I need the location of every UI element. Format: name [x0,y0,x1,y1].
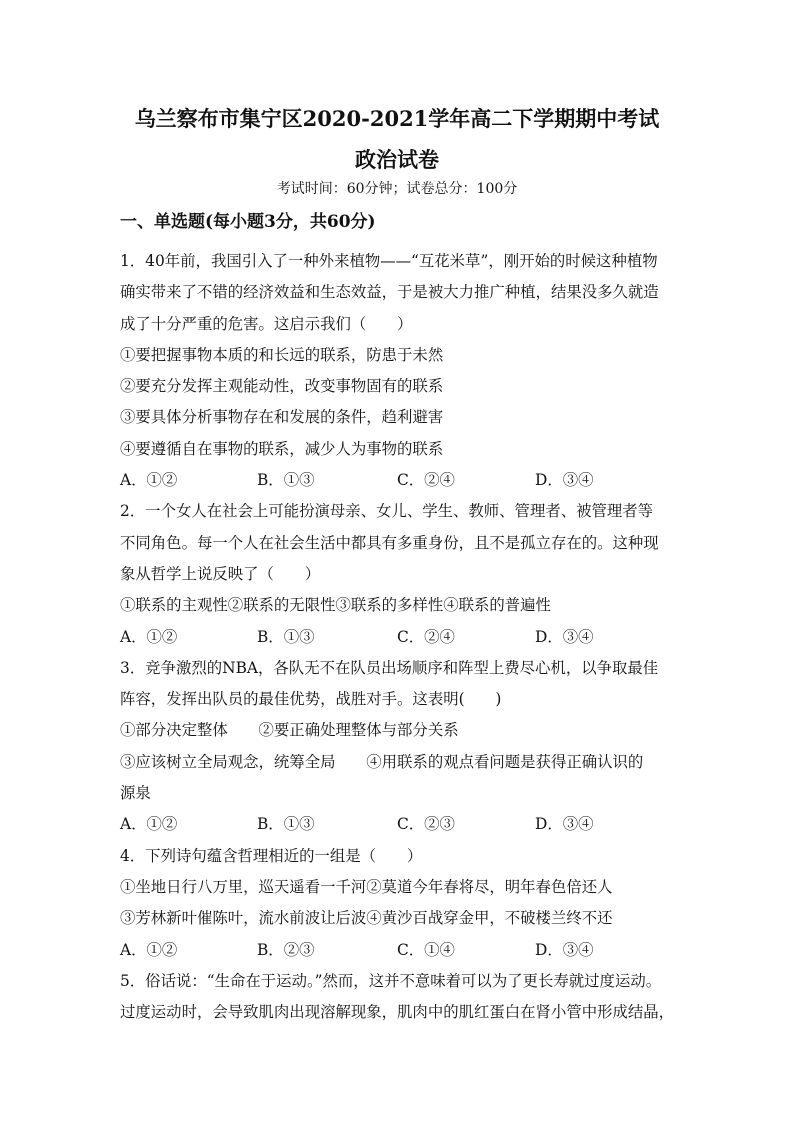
question-4 [120,841,676,966]
statement: ③芳林新叶催陈叶，流水前波让后波④黄沙百战穿金甲，不破楼兰终不还 [120,909,613,928]
statement: 源泉 [120,784,151,803]
option-d: D．③④ [535,815,594,834]
option-c: C．②④ [397,627,455,646]
answer-options [120,809,676,840]
option-a: A．①② [120,471,178,490]
statement: ①联系的主观性②联系的无限性③联系的多样性④联系的普遍性 [120,596,551,615]
exam-meta: 考试时间：60分钟；试卷总分：100分 [276,181,518,197]
section-heading: 一、单选题(每小题3分，共60分) [120,212,376,232]
statement: ①坐地日行八万里，巡天遥看一千河②莫道今年春将尽，明年春色倍还人 [120,877,613,896]
question-stem-line: 1．40年前，我国引入了一种外来植物——“互花米草”，刚开始的时候这种植物 [120,252,658,270]
question-stem-line: 成了十分严重的危害。这启示我们（ ） [120,314,413,333]
option-c: C．①④ [397,940,455,959]
option-b: B．②③ [257,940,315,959]
answer-options [120,935,676,966]
answer-options [120,622,676,653]
option-b: B．①③ [257,815,315,834]
question-1 [120,246,676,496]
question-3 [120,653,676,841]
option-b: B．①③ [257,471,315,490]
statement: ②要充分发挥主观能动性，改变事物固有的联系 [120,377,444,396]
question-stem-line: 4．下列诗句蕴含哲理相近的一组是（ ） [120,846,423,865]
question-stem-line: 3．竞争激烈的NBA，各队无不在队员出场顺序和阵型上费尽心机，以争取最佳 [120,658,659,677]
option-d: D．③④ [535,627,594,646]
answer-options [120,465,676,496]
statement: ③要具体分析事物存在和发展的条件，趋利避害 [120,408,444,427]
statement: ④要遵循自在事物的联系，减少人为事物的联系 [120,439,444,458]
option-d: D．③④ [535,471,594,490]
statement: ①部分决定整体 ②要正确处理整体与部分关系 [120,721,459,740]
statement: ①要把握事物本质的和长远的联系，防患于未然 [120,345,444,364]
question-stem-line: 5．俗话说：“生命在于运动。”然而，这并不意味着可以为了更长寿就过度运动。 [120,971,662,990]
question-stem-line: 不同角色。每一个人在社会生活中都具有多重身份，且不是孤立存在的。这种现 [120,533,659,552]
question-stem-line: 象从哲学上说反映了（ ） [120,564,321,583]
option-a: A．①② [120,627,178,646]
question-stem-line: 2．一个女人在社会上可能扮演母亲、女儿、学生、教师、管理者、被管理者等 [120,502,654,521]
question-5 [120,966,676,1029]
question-stem-line: 阵容，发挥出队员的最佳优势，战胜对手。这表明( ) [120,690,502,709]
option-d: D．③④ [535,940,594,959]
option-a: A．①② [120,940,178,959]
page-subtitle: 政治试卷 [355,147,439,172]
statement: ③应该树立全局观念，统筹全局 ④用联系的观点看问题是获得正确认识的 [120,752,644,771]
question-stem-line: 确实带来了不错的经济效益和生态效益，于是被大力推广种植，结果没多久就造 [120,283,659,302]
option-b: B．①③ [257,627,315,646]
option-c: C．②④ [397,471,455,490]
option-c: C．②③ [397,815,455,834]
question-stem-line: 过度运动时，会导致肌肉出现溶解现象，肌肉中的肌红蛋白在肾小管中形成结晶， [120,1003,675,1022]
option-a: A．①② [120,815,178,834]
question-list [120,246,676,1028]
question-2 [120,496,676,652]
page-title: 乌兰察布市集宁区2020-2021学年高二下学期期中考试 [134,106,660,131]
